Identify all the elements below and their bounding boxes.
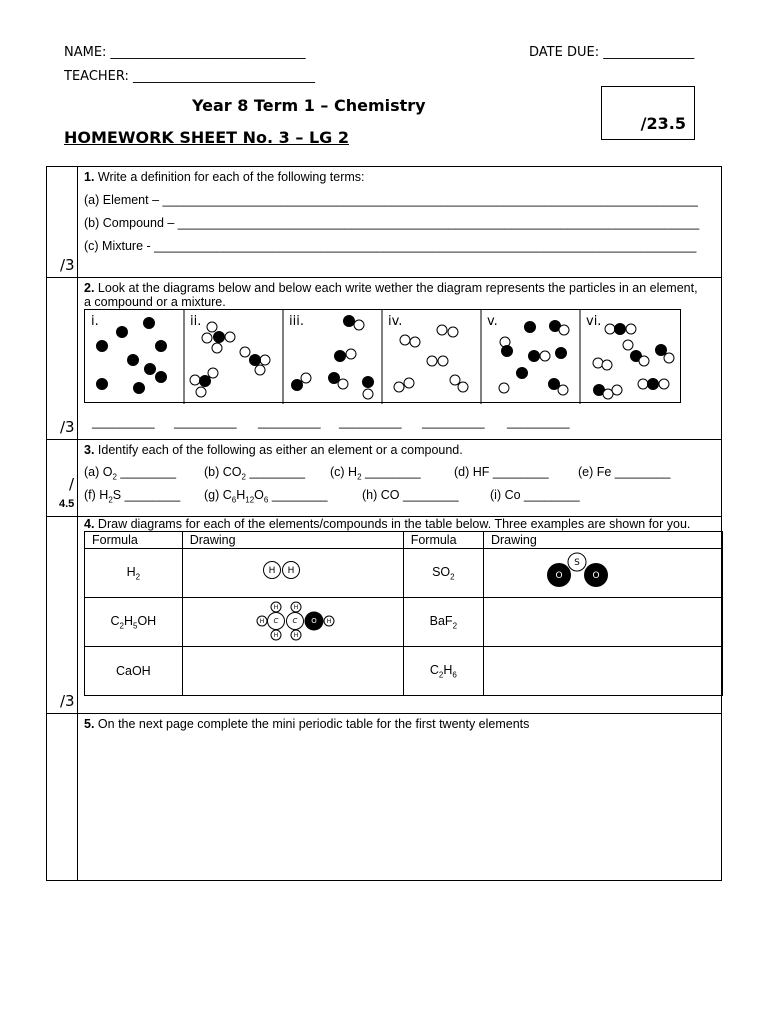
name-field[interactable]: NAME: ______________________________ <box>64 45 306 60</box>
q3-score-top: / <box>69 475 75 493</box>
formula-baf2: BaF$_2$ <box>403 598 483 647</box>
score-column-divider <box>77 167 78 880</box>
diagram-label-i: i. <box>91 314 99 329</box>
row-divider <box>47 439 721 440</box>
diagram-i-particles <box>97 318 167 394</box>
svg-text:O: O <box>592 570 600 581</box>
q2-answer-iii[interactable]: _________ <box>258 415 321 429</box>
diagram-label-vi: vi. <box>586 314 602 329</box>
svg-text:C: C <box>273 616 279 625</box>
q3-item-e[interactable]: (e) Fe ________ <box>578 465 671 479</box>
q3-item-a[interactable]: (a) $O_2$ ________ <box>84 465 177 482</box>
q2-answer-iv[interactable]: _________ <box>339 415 402 429</box>
q1-element-line[interactable]: (a) Element – _____________________________________________________________________________ <box>84 193 698 207</box>
q3-item-i[interactable]: (i) Co ________ <box>490 488 580 502</box>
svg-text:H: H <box>293 631 298 639</box>
col-header-formula: Formula <box>403 532 483 549</box>
q2-answer-v[interactable]: _________ <box>422 415 485 429</box>
formula-c2h6: $C_2H_6$ <box>403 647 483 696</box>
homework-table <box>46 166 722 881</box>
diagram-label-ii: ii. <box>190 314 202 329</box>
q2-answer-ii[interactable]: _________ <box>174 415 237 429</box>
drawing-caoh[interactable] <box>182 647 403 696</box>
q3-item-g[interactable]: (g) $C_6H_{12}O_6$ ________ <box>204 488 328 505</box>
q2-answer-i[interactable]: _________ <box>92 415 155 429</box>
svg-text:O: O <box>555 570 563 581</box>
diagram-label-iii: iii. <box>289 314 304 329</box>
q3-score-bottom: 4.5 <box>59 498 75 510</box>
q4-prompt: 4. Draw diagrams for each of the elements/compounds in the table below. Three examples are shown for you. <box>84 517 691 531</box>
svg-text:C: C <box>292 616 298 625</box>
q2-prompt: 2. Look at the diagrams below and below each write wether the diagram represents the particles in an element, <box>84 281 698 295</box>
svg-text:O: O <box>310 616 317 625</box>
sheet-title: HOMEWORK SHEET No. 3 – LG 2 <box>64 128 349 147</box>
col-header-formula: Formula <box>85 532 183 549</box>
formula-h2: $H_2$ <box>85 549 183 598</box>
row-divider <box>47 713 721 714</box>
so2-molecule-drawing <box>491 552 715 592</box>
q2-score: /3 <box>60 418 75 436</box>
col-header-drawing: Drawing <box>483 532 722 549</box>
total-score-box <box>601 86 695 140</box>
diagram-label-iv: iv. <box>388 314 403 329</box>
q1-compound-line[interactable]: (b) Compound – ___________________________________________________________________________ <box>84 216 700 230</box>
q3-prompt: 3. Identify each of the following as either an element or a compound. <box>84 443 463 457</box>
ethanol-molecule-drawing <box>190 599 396 643</box>
diagram-vi-particles <box>593 324 674 400</box>
q5-prompt: 5. On the next page complete the mini periodic table for the first twenty elements <box>84 717 530 731</box>
q3-item-f[interactable]: (f) $H_2S$ ________ <box>84 488 181 505</box>
q3-item-h[interactable]: (h) CO ________ <box>362 488 459 502</box>
q1-mixture-line[interactable]: (c) Mixture - ______________________________________________________________________________ <box>84 239 697 253</box>
formula-c2h5oh: $C_2H_5OH$ <box>85 598 183 647</box>
drawing-c2h6[interactable] <box>483 647 722 696</box>
row-divider <box>47 277 721 278</box>
q1-score: /3 <box>60 256 75 274</box>
total-score: /23.5 <box>640 114 686 133</box>
particle-diagrams <box>84 309 681 403</box>
svg-text:H: H <box>273 631 278 639</box>
drawing-so2 <box>483 549 722 598</box>
diagram-ii-particles <box>190 322 270 397</box>
formula-caoh: CaOH <box>85 647 183 696</box>
svg-text:H: H <box>326 617 331 625</box>
svg-text:H: H <box>268 565 276 576</box>
diagram-v-particles <box>499 321 569 396</box>
formula-so2: $SO_2$ <box>403 549 483 598</box>
drawing-h2 <box>182 549 403 598</box>
formula-drawing-table <box>84 531 723 696</box>
date-due-field[interactable]: DATE DUE: ______________ <box>529 45 695 60</box>
q3-item-b[interactable]: (b) $CO_2$ ________ <box>204 465 306 482</box>
svg-text:H: H <box>273 603 278 611</box>
q4-score: /3 <box>60 692 75 710</box>
diagram-label-v: v. <box>487 314 498 329</box>
q2-prompt-cont: a compound or a mixture. <box>84 295 226 309</box>
q1-prompt: 1. Write a definition for each of the following terms: <box>84 170 365 184</box>
course-title: Year 8 Term 1 – Chemistry <box>192 96 426 115</box>
h2-molecule-drawing <box>190 552 396 592</box>
q3-item-c[interactable]: (c) $H_2$ ________ <box>330 465 421 482</box>
particle-diagrams-svg <box>85 310 682 404</box>
q2-answer-vi[interactable]: _________ <box>507 415 570 429</box>
q3-item-d[interactable]: (d) HF ________ <box>454 465 549 479</box>
svg-text:S: S <box>574 557 580 568</box>
teacher-field[interactable]: TEACHER: ____________________________ <box>64 69 316 84</box>
drawing-c2h5oh <box>182 598 403 647</box>
svg-text:H: H <box>259 617 264 625</box>
svg-text:H: H <box>293 603 298 611</box>
col-header-drawing: Drawing <box>182 532 403 549</box>
drawing-baf2[interactable] <box>483 598 722 647</box>
svg-text:H: H <box>287 565 295 576</box>
diagram-iv-particles <box>394 325 468 392</box>
